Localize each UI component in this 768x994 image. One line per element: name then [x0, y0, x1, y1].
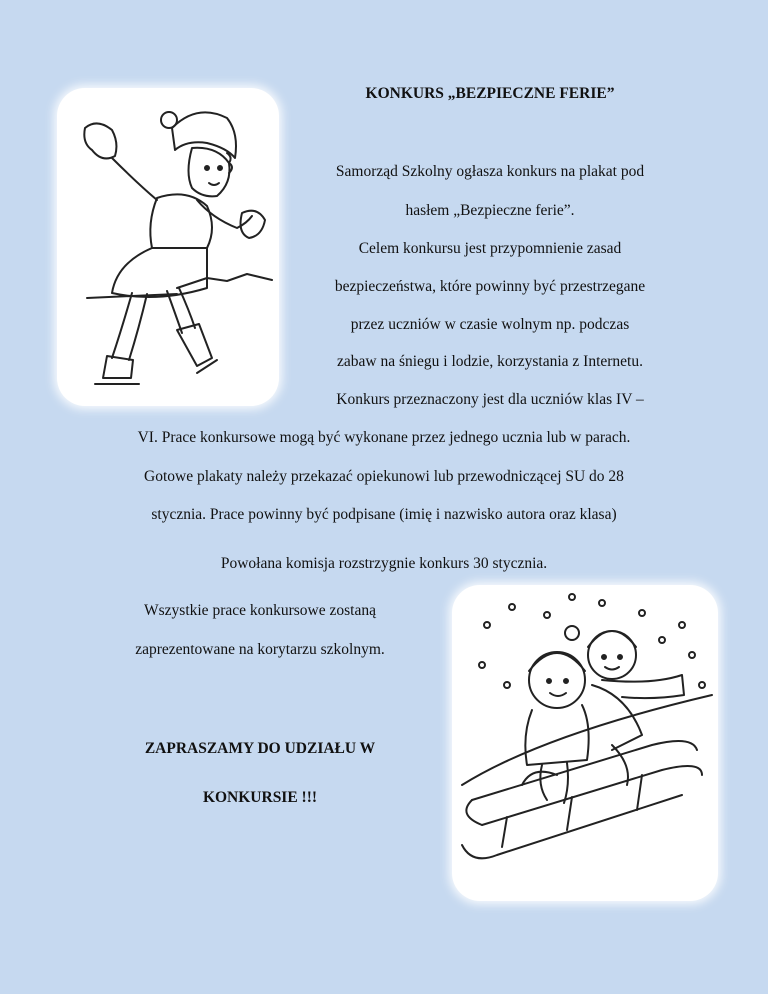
skater-drawing — [57, 88, 279, 406]
body-line-10: stycznia. Prace powinny być podpisane (imię i nazwisko autora oraz klasa) — [151, 506, 617, 523]
sled-drawing — [452, 585, 718, 901]
invite-line-2: KONKURSIE !!! — [202, 789, 318, 806]
skater-girl-illustration — [57, 88, 279, 406]
invite-line-1: ZAPRASZAMY DO UDZIAŁU W — [144, 740, 376, 757]
body-line-11: Powołana komisja rozstrzygnie konkurs 30 stycznia. — [220, 555, 548, 572]
body-line-7: Konkurs przeznaczony jest dla uczniów klas IV – — [336, 391, 644, 408]
sledding-kids-illustration — [452, 585, 718, 901]
body-line-1: Samorząd Szkolny ogłasza konkurs na plakat pod — [335, 163, 645, 180]
body-line-13: zaprezentowane na korytarzu szkolnym. — [135, 641, 385, 658]
body-line-5: przez uczniów w czasie wolnym np. podczas — [350, 316, 630, 333]
body-line-12: Wszystkie prace konkursowe zostaną — [144, 602, 376, 619]
body-line-3: Celem konkursu jest przypomnienie zasad — [358, 240, 622, 257]
body-line-6: zabaw na śniegu i lodzie, korzystania z Internetu. — [336, 353, 643, 370]
document-title: KONKURS „BEZPIECZNE FERIE” — [365, 85, 615, 102]
body-line-4: bezpieczeństwa, które powinny być przestrzegane — [334, 278, 646, 295]
body-line-9: Gotowe plakaty należy przekazać opiekunowi lub przewodniczącej SU do 28 — [144, 468, 624, 485]
body-line-2: hasłem „Bezpieczne ferie”. — [405, 202, 575, 219]
body-line-8: VI. Prace konkursowe mogą być wykonane przez jednego ucznia lub w parach. — [137, 429, 631, 446]
